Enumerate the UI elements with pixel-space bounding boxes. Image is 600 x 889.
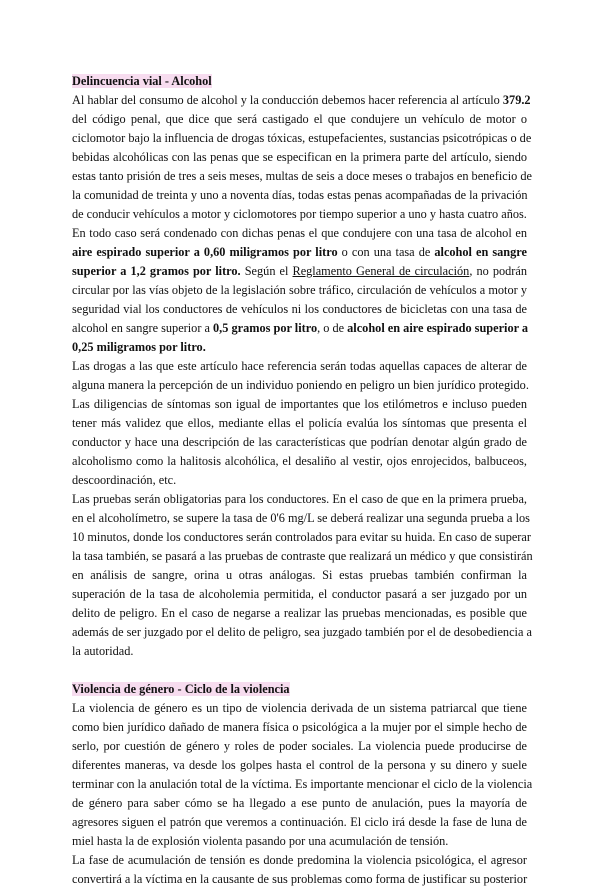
- text-line: Las pruebas serán obligatorias para los conductores. En el caso de que en la primera prueba,: [72, 492, 527, 506]
- text-line: 10 minutos, donde los conductores serán controlados para evitar su huida. En caso de superar: [72, 530, 531, 544]
- text-line: además de ser juzgado por el delito de peligro, sea juzgado también por el de desobediencia a: [72, 625, 532, 639]
- section-spacer: [72, 661, 527, 680]
- text-line: superación de la tasa de alcoholemia permitida, el conductor pasará a ser juzgado por un: [72, 587, 527, 601]
- text-line: alguna manera la percepción de un individuo poniendo en peligro un bien jurídico protegido.: [72, 378, 529, 392]
- text-line: miel hasta la de explosión violenta pasando por una acumulación de tensión.: [72, 834, 449, 848]
- text-line: Las diligencias de síntomas son igual de importantes que los etilómetros e incluso pueden: [72, 397, 527, 411]
- text-line: delito de peligro. En el caso de negarse a realizar las pruebas mencionadas, es posible que: [72, 606, 527, 620]
- text-line: del código penal, que dice que será castigado el que condujere un vehículo de motor o: [72, 112, 527, 126]
- section-heading-alcohol: Delincuencia vial - Alcohol: [72, 74, 212, 88]
- text-line: alcoholismo como la halitosis alcohólica, el desaliño al vestir, ojos enrojecidos, balbuceos,: [72, 454, 527, 468]
- text-line: Las drogas a las que este artículo hace referencia serán todas aquellas capaces de alterar de: [72, 359, 527, 373]
- text-line: bebidas alcohólicas con las penas que se especifican en la primera parte del artículo, siendo: [72, 150, 527, 164]
- text-line: 0,25 miligramos por litro.: [72, 340, 206, 354]
- text-line: Al hablar del consumo de alcohol y la conducción debemos hacer referencia al artículo 379.2: [72, 93, 531, 107]
- text-line: La violencia de género es un tipo de violencia derivada de un sistema patriarcal que tiene: [72, 701, 527, 715]
- text-line: alcohol en sangre superior a 0,5 gramos por litro, o de alcohol en aire espirado superior a: [72, 321, 529, 335]
- text-line: tener más validez que ellos, mediante ellas el policía evalúa los síntomas que presenta el: [72, 416, 527, 430]
- text-line: la autoridad.: [72, 644, 134, 658]
- text-line: diferentes maneras, va desde los golpes hasta el control de la persona y su dinero y suele: [72, 758, 527, 772]
- section-heading-violencia: Violencia de género - Ciclo de la violencia: [72, 682, 290, 696]
- text-line: de género para saber cómo se ha llegado a ese punto de anulación, pues la mayoría de: [72, 796, 527, 810]
- reglamento-link: Reglamento General de circulación: [292, 264, 470, 278]
- text-line: agresores siguen el patrón que veremos a continuación. El ciclo irá desde la fase de luna de: [72, 815, 527, 829]
- text-line: convertirá a la víctima en la causante de sus problemas como forma de justificar su posterior: [72, 872, 528, 886]
- text-line: seguridad vial los conductores de vehículos ni los conductores de bicicletas con una tasa de: [72, 302, 527, 316]
- text-line: En todo caso será condenado con dichas penas el que condujere con una tasa de alcohol en: [72, 226, 527, 240]
- text-line: como bien jurídico dañado de manera física o psicológica a la mujer por el simple hecho de: [72, 720, 527, 734]
- text-line: aire espirado superior a 0,60 miligramos por litro o con una tasa de alcohol en sangre: [72, 245, 527, 259]
- document-body: [72, 72, 533, 889]
- text-line: La fase de acumulación de tensión es donde predomina la violencia psicológica, el agresor: [72, 853, 527, 867]
- text-line: la comunidad de treinta y uno a noventa días, todas estas penas acompañadas de la privación: [72, 188, 528, 202]
- text-line: superior a 1,2 gramos por litro. Según el Reglamento General de circulación, no podrán: [72, 264, 527, 278]
- text-line: circular por las vías objeto de la legislación sobre tráfico, circulación de vehículos a motor y: [72, 283, 527, 297]
- text-line: serlo, por cuestión de género y roles de poder sociales. La violencia puede producirse de: [72, 739, 527, 753]
- text-line: estas tanto prisión de tres a seis meses, multas de seis a doce meses o trabajos en beneficio de: [72, 169, 532, 183]
- text-line: terminar con la anulación total de la víctima. Es importante mencionar el ciclo de la violencia: [72, 777, 533, 791]
- text-line: la tasa también, se pasará a las pruebas de contraste que realizará un médico y que consistirán: [72, 549, 533, 563]
- text-line: en el alcoholímetro, se supere la tasa de 0'6 mg/L se deberá realizar una segunda prueba a los: [72, 511, 530, 525]
- text-line: descoordinación, etc.: [72, 473, 177, 487]
- text-line: conductor y hace una descripción de las características que podrían denotar algún grado de: [72, 435, 527, 449]
- text-line: ciclomotor bajo la influencia de drogas tóxicas, estupefacientes, sustancias psicotrópicas o de: [72, 131, 532, 145]
- text-line: en análisis de sangre, orina u otras análogas. Si estas pruebas también confirman la: [72, 568, 527, 582]
- text-line: de conducir vehículos a motor y ciclomotores por tiempo superior a uno y hasta cuatro años.: [72, 207, 527, 221]
